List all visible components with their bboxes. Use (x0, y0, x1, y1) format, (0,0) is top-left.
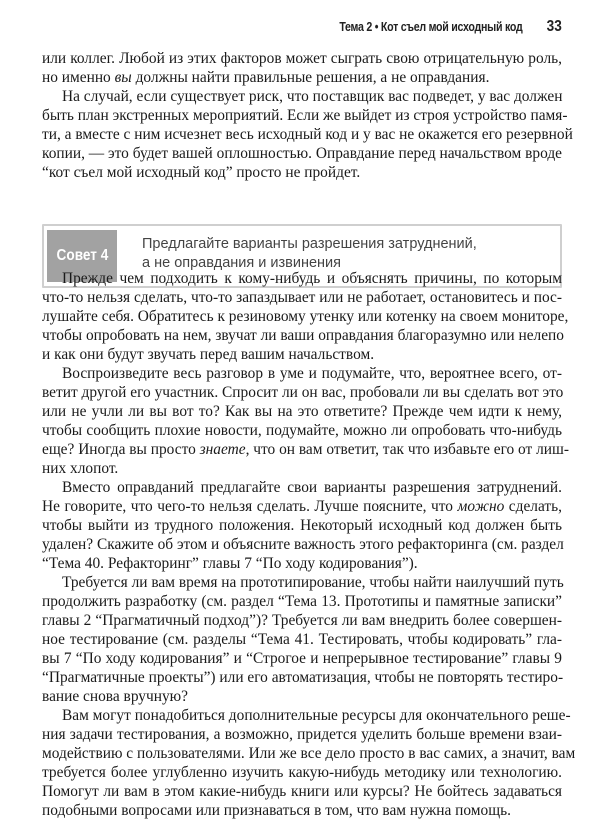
emphasis: можно (457, 498, 505, 515)
text-line: “Прагматичные проекты”) или его автоматизация, чтобы не повторять тестиро- (42, 669, 564, 686)
text-line: или не учли ли вы вот то? Как вы на это ответите? Прежде чем идти к нему, (42, 403, 562, 420)
paragraph (42, 49, 562, 87)
text-line: Прежде чем подходить к кому-нибудь и объяснять причины, по которым (62, 270, 562, 287)
emphasis: знаете (199, 441, 246, 458)
emphasis: вы (114, 69, 132, 86)
text-line: Вместо оправданий предлагайте свои варианты разрешения затруднений. (62, 479, 562, 496)
body-text-top (42, 49, 573, 182)
text-line: продолжить разработку (см. раздел “Тема 13. Прототипы и памятные записки” (42, 593, 562, 610)
paragraph (42, 87, 573, 182)
text-line: ния задачи тестирования, а возможно, придется уделить больше времени взаи- (42, 726, 562, 743)
page-number: 33 (546, 18, 562, 35)
text-line (42, 497, 562, 516)
text-segment: но именно (42, 69, 115, 86)
tip-text (142, 235, 477, 273)
text-line: Помогут ли вам в этом какие-нибудь книги или курсы? Не бойтесь задаваться (42, 783, 562, 800)
text-line: Требуется ли вам время на прототипирование, чтобы найти наилучший путь (62, 574, 564, 591)
tip-text-line: а не оправдания и извинения (142, 255, 341, 271)
text-line: “Тема 40. Рефакторинг” главы 7 “По ходу кодирования”). (42, 555, 418, 572)
running-title: Тема 2 • Кот съел мой исходный код (338, 20, 522, 34)
paragraph (42, 573, 562, 706)
text-line: копии, — это будет вашей оплошностью. Оправдание перед начальством вроде (42, 145, 562, 162)
body-text-bottom (42, 269, 576, 820)
text-line: или коллег. Любой из этих факторов может сыграть свою отрицательную роль, (42, 50, 562, 67)
text-line: них хлопот. (42, 460, 119, 477)
text-line: вы 7 “По ходу кодирования” и “Строгое и непрерывное тестирование” главы 9 (42, 650, 562, 667)
text-line: вание снова вручную? (42, 688, 189, 705)
text-line: и как они будут звучать перед вашим начальством. (42, 346, 375, 363)
tip-text-line: Предлагайте варианты разрешения затруднений, (142, 236, 477, 252)
paragraph (42, 364, 570, 478)
text-line: подобными вопросами или признаваться в том, что вам нужна помощь. (42, 802, 511, 819)
text-line: быть план экстренных мероприятий. Если же выйдет из строя устройство памя- (42, 107, 568, 124)
text-line: что-то нельзя сделать, что-то запаздывает или не работает, остановитесь и пос- (42, 289, 562, 306)
text-segment: еще? Иногда вы просто (42, 441, 200, 458)
paragraph (42, 269, 569, 364)
text-segment: Не говорите, что чего-то нельзя сделать. Лучше поясните, что (42, 498, 458, 515)
text-segment: должны найти правильные решения, а не оправдания. (131, 69, 490, 86)
text-line: чтобы опробовать на нем, звучат ли ваши оправдания благоразумно или нелепо (42, 327, 564, 344)
text-line: чтобы выйти из трудного положения. Некоторый исходный код должен быть (42, 517, 562, 534)
text-segment: , что он вам ответит, так что избавьте его от лиш- (245, 441, 570, 458)
text-line (42, 440, 570, 459)
paragraph (42, 478, 562, 573)
text-line: “кот съел мой исходный код” просто не пройдет. (42, 164, 361, 181)
text-line: Вам могут понадобиться дополнительные ресурсы для окончательного реше- (62, 707, 571, 724)
text-line: требуется более углубленно изучить какую-нибудь методику или технологию. (42, 764, 562, 781)
text-line: Воспроизведите весь разговор в уме и подумайте, что, вероятнее всего, от- (62, 365, 562, 382)
text-line: ти, а вместе с ним исчезнет весь исходный код и у вас не окажется его резервной (42, 126, 573, 143)
text-line: лушайте себя. Обратитесь к резиновому утенку или котенку на своем мониторе, (42, 308, 569, 325)
text-segment: сделать, (504, 498, 563, 515)
paragraph (42, 706, 576, 820)
text-line: чтобы сообщить плохие новости, подумайте, можно ли опробовать что-нибудь (42, 422, 562, 439)
text-line (42, 68, 562, 87)
text-line: модействию с пользователями. Или же все дело просто в вас самих, а значит, вам (42, 745, 576, 762)
text-line: удален? Скажите об этом и объясните важность этого рефакторинга (см. раздел (42, 536, 564, 553)
text-line: главы 2 “Прагматичный подход”)? Требуется ли вам внедрить более совершен- (42, 612, 562, 629)
page-header (42, 18, 562, 38)
text-line: ное тестирование (см. разделы “Тема 41. Тестировать, чтобы кодировать” гла- (42, 631, 562, 648)
tip-label-text: Совет 4 (56, 247, 108, 264)
text-line: На случай, если существует риск, что поставщик вас подведет, у вас должен (62, 88, 563, 105)
text-line: ветит другой его участник. Спросит ли он вас, пробовали ли вы сделать вот это (42, 384, 564, 401)
